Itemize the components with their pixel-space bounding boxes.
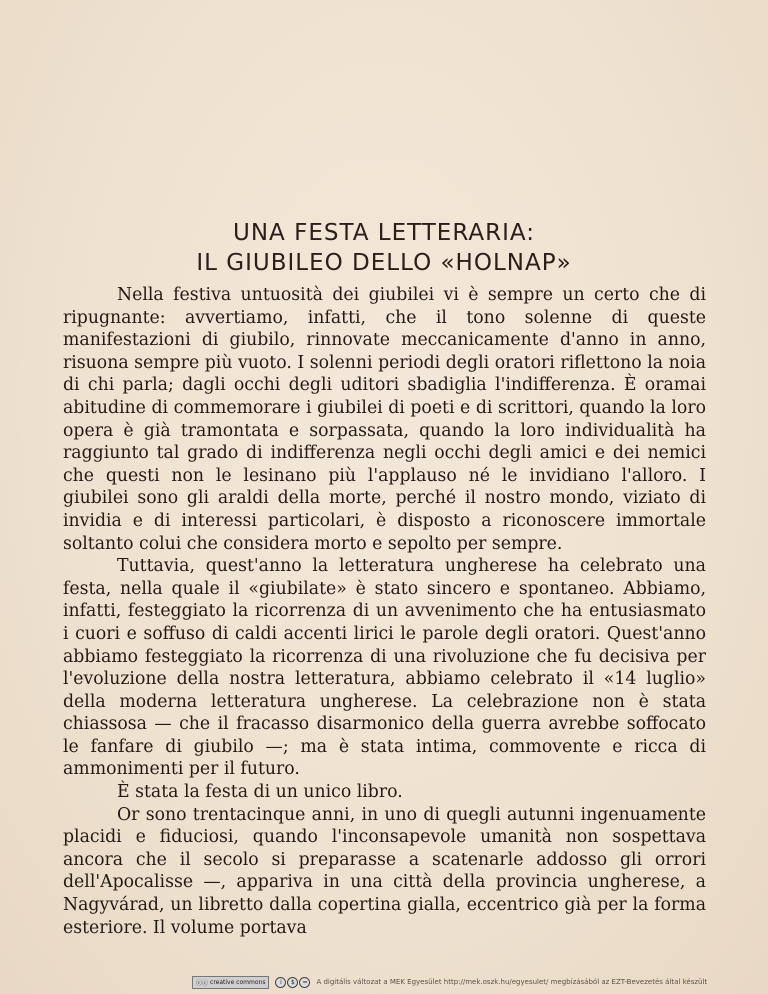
cc-logo-icon: ⓒⓒ	[196, 979, 209, 987]
license-notice: A digitális változat a MEK Egyesület http://mek.oszk.hu/egyesulet/ megbízásából az EZT-Bevezetés által készült	[316, 978, 708, 986]
noncommercial-icon: $	[287, 977, 298, 988]
article-heading	[0, 218, 768, 278]
heading-line-2: IL GIUBILEO DELLO «HOLNAP»	[196, 250, 572, 276]
license-footer	[192, 975, 708, 989]
paragraph-1: Nella festiva untuosità dei giubilei vi è sempre un certo che di ripugnante: avvertiamo, infatti, che il tono solenne di queste manifestazioni di giubilo, rinnovate meccanicamente d'anno in anno, risuona sempre più vuoto. I solenni periodi degli oratori riflettono la noia di chi parla; dagli occhi degli uditori sbadiglia l'indifferenza. È oramai abitudine di commemorare i giubilei di poeti e di scrittori, quando la loro opera è già tramontata e sorpassata, quando la loro individualità ha raggiunto tal grado di indifferenza negli occhi degli amici e dei nemici che questi non le lesinano più l'applauso né le invidiano l'alloro. I giubilei sono gli araldi della morte, perché il nostro mondo, viziato di invidia e di interessi particolari, è disposto a riconoscere immortale soltanto colui che considera morto e sepolto per sempre.	[63, 285, 706, 554]
license-icons	[275, 977, 310, 988]
paragraph-2: Tuttavia, quest'anno la letteratura ungherese ha celebrato una festa, nella quale il «giubilate» è stato sincero e spontaneo. Abbiamo, infatti, festeggiato la ricorrenza di un avvenimento che ha entusiasmato i cuori e soffuso di caldi accenti lirici le parole degli oratori. Quest'anno abbiamo festeggiato la ricorrenza di una rivoluzione che fu decisiva per l'evoluzione della nostra letteratura, abbiamo celebrato il «14 luglio» della moderna letteratura ungherese. La celebrazione non è stata chiassosa — che il fracasso disarmonico della guerra avrebbe soffocato le fanfare di giubilo —; ma è stata intima, commovente e ricca di ammonimenti per il futuro.	[63, 556, 706, 780]
attribution-icon: i	[275, 977, 286, 988]
article-body	[63, 284, 706, 939]
creative-commons-badge[interactable]	[192, 976, 269, 989]
cc-label: creative commons	[210, 978, 266, 986]
noderivatives-icon: =	[299, 977, 310, 988]
paragraph-3: È stata la festa di un unico libro.	[117, 782, 403, 803]
paragraph-4: Or sono trentacinque anni, in uno di quegli autunni ingenuamente placidi e fiduciosi, quando l'inconsapevole umanità non sospettava ancora che il secolo si preparasse a scatenarle addosso gli orrori dell'Apocalisse —, appariva in una città della provincia ungherese, a Nagyvárad, un libretto dalla copertina gialla, eccentrico già per la forma esteriore. Il volume portava	[63, 804, 706, 938]
heading-line-1: UNA FESTA LETTERARIA:	[233, 220, 535, 246]
